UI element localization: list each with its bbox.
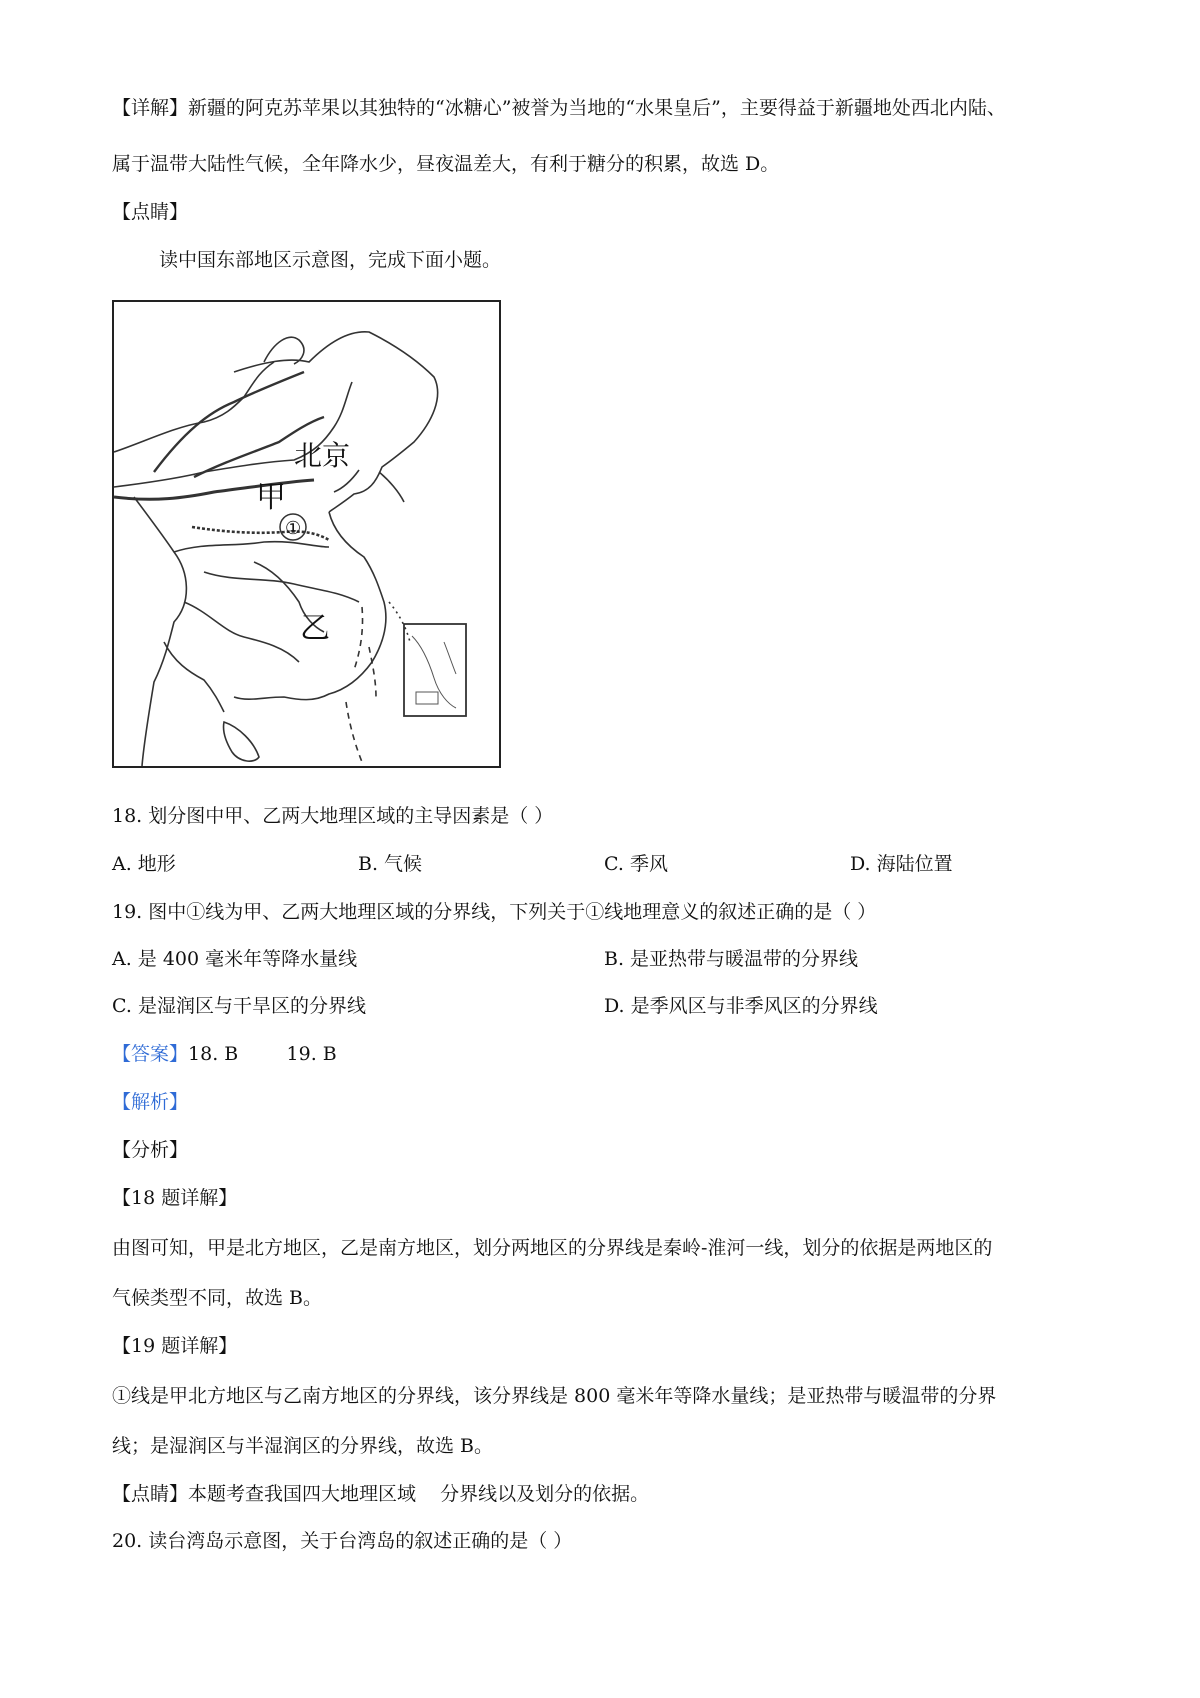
q19-detail-line2: 线；是湿润区与半湿润区的分界线，故选 B。	[112, 1435, 494, 1457]
fenxi-label: 【分析】	[112, 1139, 189, 1161]
label-jia: 甲	[256, 480, 286, 515]
q19-detail-title: 【19 题详解】	[112, 1335, 238, 1357]
paragraph-detail-line1: 【详解】新疆的阿克苏苹果以其独特的“冰糖心”被誉为当地的“水果皇后”，主要得益于新疆地处西北内陆、	[112, 97, 1006, 119]
answer-label: 【答案】	[112, 1043, 189, 1065]
q19-detail-line1: ①线是甲北方地区与乙南方地区的分界线，该分界线是 800 毫米年等降水量线；是亚热带与暖温带的分界	[112, 1385, 997, 1407]
label-beijing: 北京	[294, 439, 351, 472]
china-east-map	[112, 300, 501, 768]
q18-option-a: A. 地形	[112, 853, 176, 875]
q19-option-c: C. 是湿润区与干旱区的分界线	[112, 995, 366, 1017]
dianjing-summary: 【点睛】本题考查我国四大地理区域 分界线以及划分的依据。	[112, 1483, 650, 1505]
q18-stem: 18. 划分图中甲、乙两大地理区域的主导因素是（ ）	[112, 805, 554, 827]
q19-option-d: D. 是季风区与非季风区的分界线	[604, 995, 878, 1017]
section-dianjing: 【点睛】	[112, 201, 189, 223]
label-yi: 乙	[300, 611, 330, 646]
q20-stem: 20. 读台湾岛示意图，关于台湾岛的叙述正确的是（ ）	[112, 1530, 573, 1552]
answer-text: 18. B 19. B	[188, 1043, 337, 1065]
map-intro: 读中国东部地区示意图，完成下面小题。	[159, 249, 502, 271]
q18-option-b: B. 气候	[358, 853, 423, 875]
q18-detail-title: 【18 题详解】	[112, 1187, 238, 1209]
paragraph-detail-line2: 属于温带大陆性气候，全年降水少，昼夜温差大，有利于糖分的积累，故选 D。	[112, 153, 780, 175]
q19-stem: 19. 图中①线为甲、乙两大地理区域的分界线，下列关于①线地理意义的叙述正确的是（ ）	[112, 901, 877, 923]
jiexi-label: 【解析】	[112, 1091, 189, 1113]
label-circle-1: ①	[285, 518, 302, 539]
q19-option-a: A. 是 400 毫米年等降水量线	[112, 948, 358, 970]
q18-detail-line1: 由图可知，甲是北方地区，乙是南方地区，划分两地区的分界线是秦岭-淮河一线，划分的依据是两地区的	[112, 1237, 993, 1259]
map-drawing	[114, 302, 499, 766]
q18-option-c: C. 季风	[604, 853, 668, 875]
answer-line	[112, 1040, 337, 1068]
q18-detail-line2: 气候类型不同，故选 B。	[112, 1287, 323, 1309]
q19-option-b: B. 是亚热带与暖温带的分界线	[604, 948, 859, 970]
q18-option-d: D. 海陆位置	[850, 853, 953, 875]
